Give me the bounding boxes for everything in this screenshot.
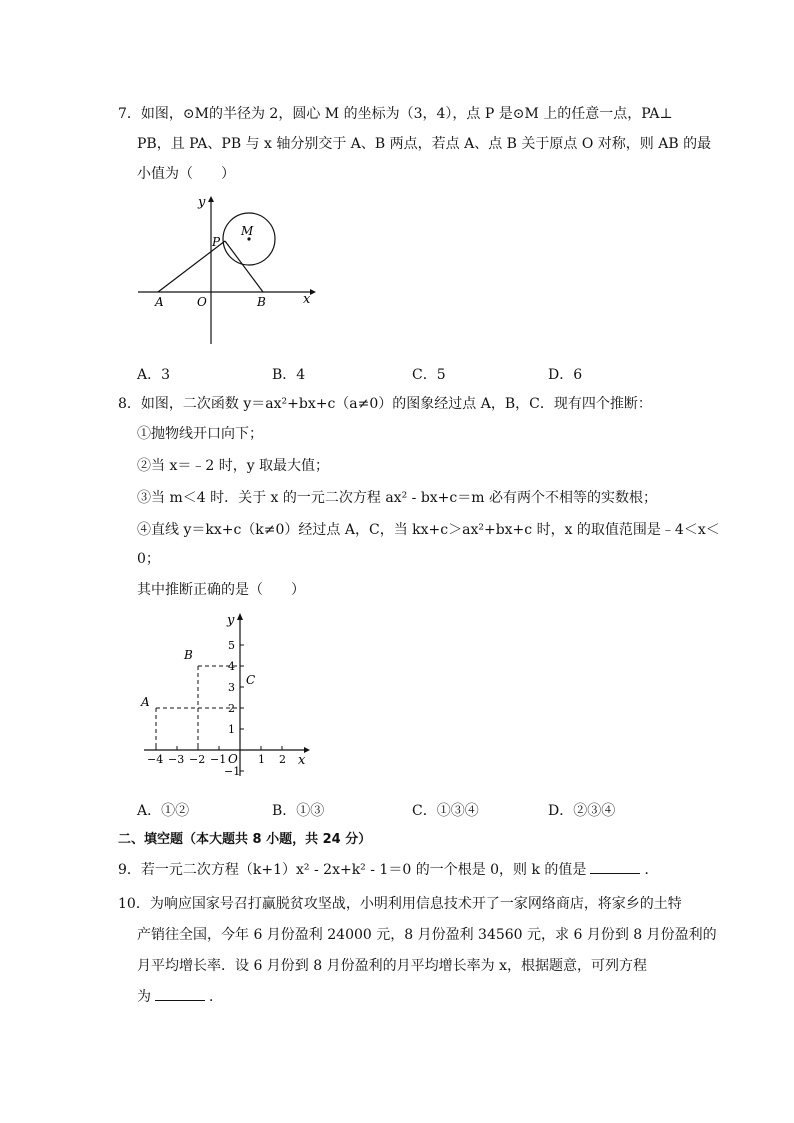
q8-label-y: y (227, 613, 235, 628)
q7-label-M: M (241, 224, 254, 238)
q7-label-y: y (198, 195, 206, 210)
q10-line1: 10．为响应国家号召打赢脱贫攻坚战，小明利用信息技术开了一家网络商店，将家乡的土特 (118, 896, 682, 912)
q8-xtick-neg1: −1 (210, 753, 227, 766)
q8-ytick-1: 1 (228, 723, 235, 736)
q8-option-d[interactable]: D．②③④ (548, 803, 616, 819)
q8-option-b[interactable]: B．①③ (272, 803, 325, 819)
q9-line: 9．若一元二次方程（k+1）x² - 2x+k² - 1＝0 的一个根是 0，则 k 的值是 ． (118, 862, 659, 878)
q8-statement-1: ①抛物线开口向下； (137, 426, 263, 442)
q8-ytick-5: 5 (228, 639, 235, 652)
q8-label-B: B (184, 648, 193, 662)
q8-label-A: A (141, 695, 150, 709)
q8-xtick-neg2: −2 (189, 753, 206, 766)
q7-option-b[interactable]: B．4 (272, 367, 306, 383)
q7-line3: 小值为（ ） (137, 166, 235, 182)
q7-label-x: x (303, 292, 311, 307)
q10-line4: 为 ． (137, 989, 223, 1005)
q8-xtick-neg4: −4 (147, 753, 164, 766)
q8-label-x: x (298, 753, 306, 768)
q7-figure (130, 192, 330, 352)
q7-option-c[interactable]: C．5 (412, 367, 446, 383)
q7-label-P: P (212, 235, 221, 249)
q8-label-C: C (246, 673, 256, 687)
q7-option-d[interactable]: D．6 (548, 367, 583, 383)
q8-ytick-4: 4 (228, 660, 235, 673)
q7-label-B: B (257, 295, 266, 309)
q7-line1: 7．如图，⊙M的半径为 2，圆心 M 的坐标为（3，4），点 P 是⊙M 上的任意一点，PA⊥ (118, 106, 673, 122)
q10-answer-blank[interactable] (155, 988, 205, 1001)
q8-xtick-2: 2 (279, 753, 286, 766)
q8-ask: 其中推断正确的是（ ） (137, 582, 305, 598)
q10-line3: 月平均增长率．设 6 月份到 8 月份盈利的月平均增长率为 x，根据题意，可列方程 (137, 958, 647, 974)
q8-option-c[interactable]: C．①③④ (412, 803, 479, 819)
q9-answer-blank[interactable] (590, 861, 640, 874)
q8-ytick-neg1: −1 (224, 765, 241, 778)
q8-figure (134, 610, 314, 785)
q7-label-O: O (197, 295, 207, 309)
q8-line1: 8．如图，二次函数 y＝ax²+bx+c（a≠0）的图象经过点 A，B，C．现有四个推断： (118, 396, 652, 412)
q8-label-O: O (228, 752, 238, 766)
q8-statement-4b: 0； (137, 551, 160, 567)
q8-statement-4a: ④直线 y＝kx+c（k≠0）经过点 A，C，当 kx+c＞ax²+bx+c 时，x 的取值范围是﹣4＜x＜ (137, 522, 720, 538)
q8-xtick-1: 1 (258, 753, 265, 766)
q8-ytick-2: 2 (228, 702, 235, 715)
q7-option-a[interactable]: A．3 (137, 367, 171, 383)
q8-xtick-neg3: −3 (168, 753, 185, 766)
q10-line2: 产销往全国，今年 6 月份盈利 24000 元，8 月份盈利 34560 元，求 6 月份到 8 月份盈利的 (137, 927, 717, 943)
q8-statement-3: ③当 m＜4 时．关于 x 的一元二次方程 ax² - bx+c＝m 必有两个不相等的实数根； (137, 490, 657, 506)
q7-label-A: A (155, 295, 164, 309)
q8-option-a[interactable]: A．①② (137, 803, 190, 819)
section-title: 二、填空题（本大题共 8 小题，共 24 分） (118, 832, 372, 847)
q7-line2: PB，且 PA、PB 与 x 轴分别交于 A、B 两点，若点 A、点 B 关于原点 O 对称，则 AB 的最 (137, 136, 712, 152)
q8-ytick-3: 3 (228, 681, 235, 694)
q8-statement-2: ②当 x＝﹣2 时，y 取最大值； (137, 458, 330, 474)
